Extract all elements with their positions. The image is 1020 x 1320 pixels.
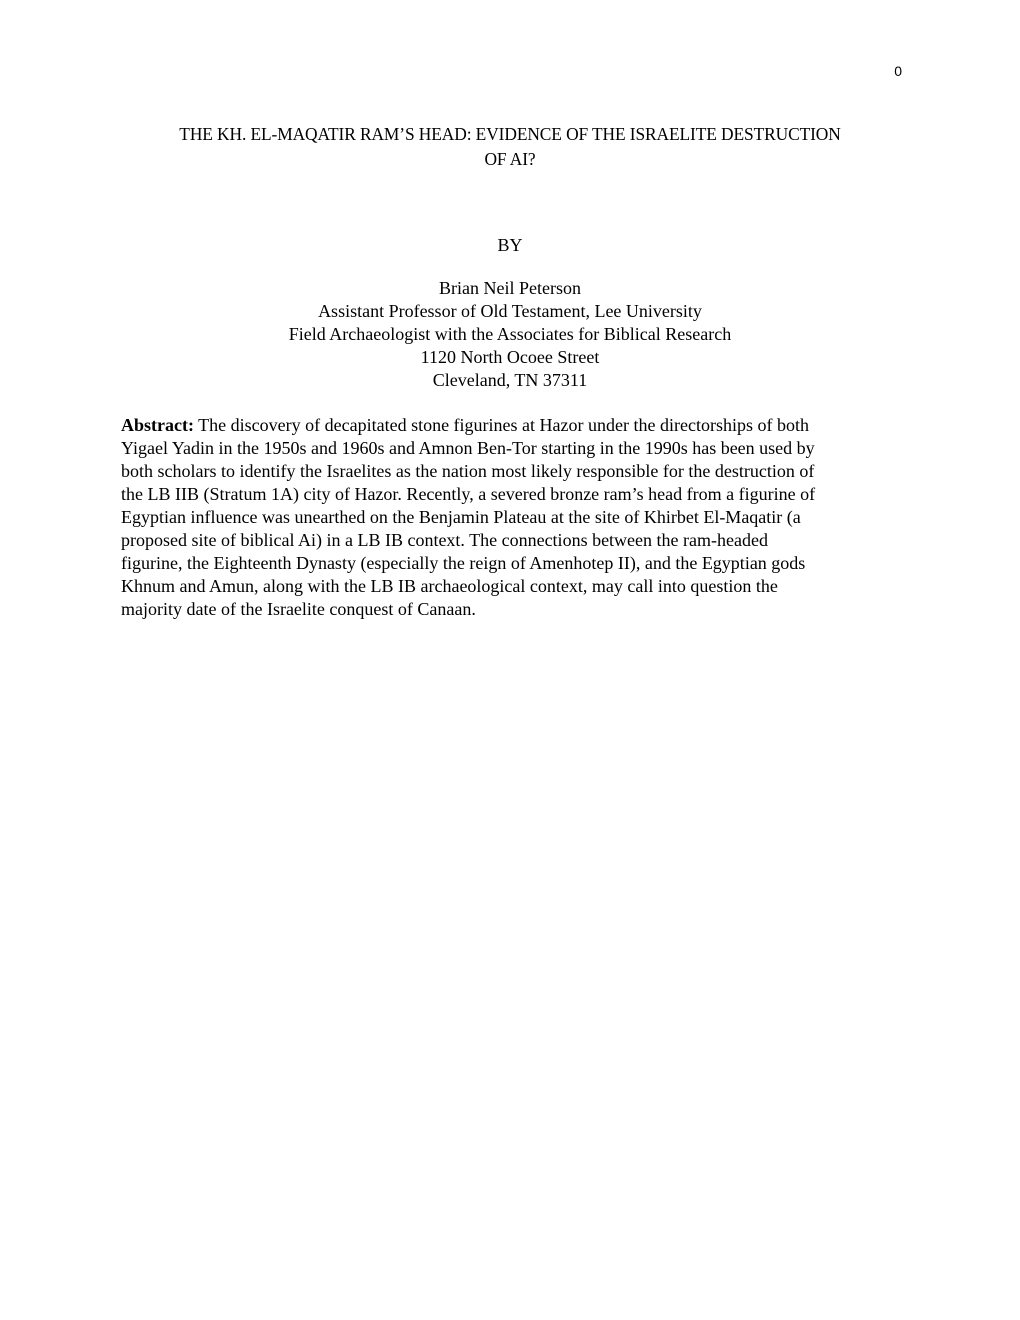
abstract-line: Khnum and Amun, along with the LB IB archaeological context, may call into question the — [121, 576, 778, 596]
abstract-line: Yigael Yadin in the 1950s and 1960s and Amnon Ben-Tor starting in the 1990s has been used by — [121, 438, 815, 458]
abstract-line: proposed site of biblical Ai) in a LB IB context. The connections between the ram-headed — [121, 530, 768, 550]
abstract-paragraph — [121, 414, 911, 621]
abstract-line: both scholars to identify the Israelites as the nation most likely responsible for the destruction of — [121, 461, 815, 481]
author-city: Cleveland, TN 37311 — [432, 370, 588, 390]
abstract-label: Abstract: — [121, 415, 194, 435]
author-affiliation: Field Archaeologist with the Associates for Biblical Research — [288, 324, 732, 344]
abstract-line: the LB IIB (Stratum 1A) city of Hazor. Recently, a severed bronze ram’s head from a figurine of — [121, 484, 816, 504]
title-line-1: THE KH. EL-MAQATIR RAM’S HEAD: EVIDENCE OF THE ISRAELITE DESTRUCTION — [179, 124, 841, 144]
document-title — [110, 122, 910, 172]
author-street-address: 1120 North Ocoee Street — [420, 347, 600, 367]
abstract-line-text: The discovery of decapitated stone figurines at Hazor under the directorships of both — [193, 415, 809, 435]
author-block — [110, 277, 910, 392]
abstract-line: Egyptian influence was unearthed on the Benjamin Plateau at the site of Khirbet El-Maqatir (a — [121, 507, 801, 527]
byline: BY — [497, 235, 523, 255]
abstract-line: figurine, the Eighteenth Dynasty (especially the reign of Amenhotep II), and the Egyptian gods — [121, 553, 806, 573]
author-position: Assistant Professor of Old Testament, Lee University — [318, 301, 702, 321]
author-name: Brian Neil Peterson — [439, 278, 581, 298]
title-line-2: OF AI? — [484, 149, 536, 169]
page-number: 0 — [894, 63, 902, 79]
abstract-line — [121, 414, 911, 437]
abstract-line: majority date of the Israelite conquest of Canaan. — [121, 599, 476, 619]
